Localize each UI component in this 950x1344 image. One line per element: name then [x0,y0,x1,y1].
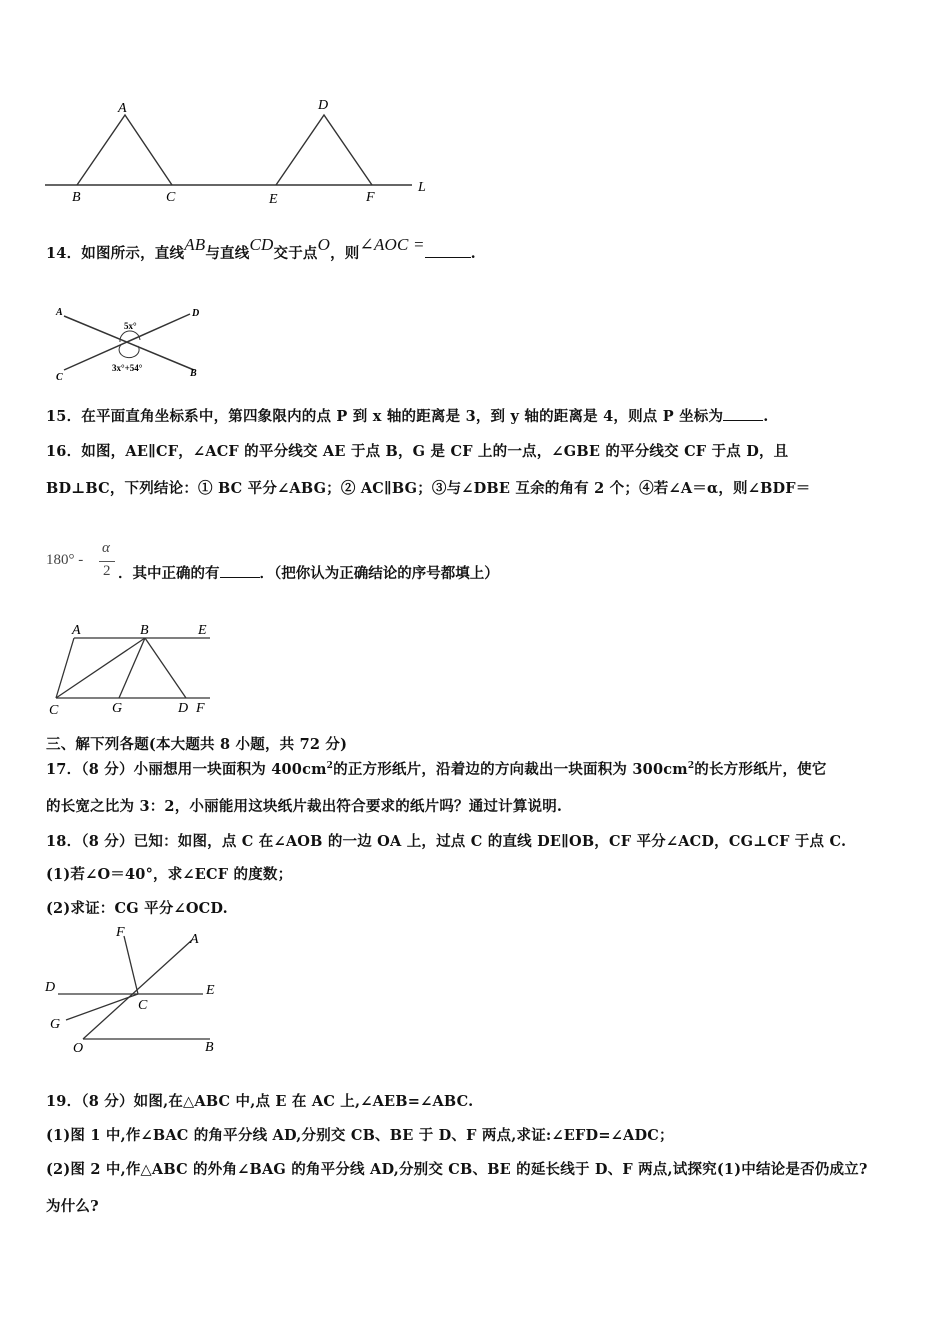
q16-expression [46,540,746,590]
label-d: D [318,98,329,113]
q16-line3 [118,562,499,583]
q14-math-o: O [317,235,331,254]
figure-q18 [40,922,240,1057]
label-c: C [166,190,176,205]
q16-answer-blank[interactable] [220,563,260,578]
q17-text1b: 的正方形纸片，沿着边的方向裁出一块面积为 300cm [333,761,688,778]
label-a: A [118,101,127,116]
ray-cg [66,994,138,1020]
label-c: C [56,372,63,382]
figure-triangles [40,95,440,210]
question-16-line2: BD⊥BC，下列结论：① BC 平分∠ABG；② AC∥BG；③与∠DBE 互余的角有 2 个；④若∠A＝α，则∠BDF＝ [46,480,811,497]
label-e: E [269,192,278,207]
question-15 [46,405,768,426]
q17-text1c: 的长方形纸片，使它 [694,761,827,778]
figure-q14 [52,302,212,382]
label-d: D [45,980,56,995]
label-o: O [73,1041,84,1056]
label-a: A [190,932,199,947]
segment-bd [145,638,186,698]
q17-sup2: 2 [687,761,695,772]
q16-line3-end: ．（把你认为正确结论的序号都填上） [259,565,499,582]
question-14 [46,235,476,263]
q14-math-ab: AB [184,235,206,254]
label-l: L [418,180,426,195]
label-b: B [190,368,197,379]
label-b: B [140,623,149,638]
label-e: E [206,983,215,998]
q17-text1: 17．（8 分）小丽想用一块面积为 400cm [46,761,327,778]
q16-expr-num: α [102,540,110,556]
label-f: F [116,925,125,940]
q14-text3: 交于点 [273,245,318,262]
label-e: E [198,623,207,638]
question-19-line3: (2)图 2 中,作△ABC 的外角∠BAG 的角平分线 AD,分别交 CB、BE 的延长线于 D、F 两点,试探究(1)中结论是否仍成立? [46,1161,868,1178]
ray-cf [124,936,138,994]
q15-answer-blank[interactable] [723,406,763,421]
label-f: F [196,701,205,716]
question-19-line4: 为什么? [46,1198,99,1215]
label-c: C [138,998,148,1013]
q15-end: . [763,408,769,425]
label-g: G [50,1017,61,1032]
question-17-line2: 的长宽之比为 3：2，小丽能用这块纸片裁出符合要求的纸片吗？通过计算说明. [46,798,563,815]
q15-text: 15．在平面直角坐标系中，第四象限内的点 P 到 x 轴的距离是 3，到 y 轴的距离是 4，则点 P 坐标为 [46,408,724,425]
question-16-line1: 16．如图，AE∥CF，∠ACF 的平分线交 AE 于点 B，G 是 CF 上的一点，∠GBE 的平分线交 CF 于点 D，且 [46,443,789,460]
figure-q16 [44,618,224,718]
q14-answer-blank[interactable] [425,243,471,258]
question-18-line1: 18．（8 分）已知：如图，点 C 在∠AOB 的一边 OA 上，过点 C 的直线 DE∥OB，CF 平分∠ACD，CG⊥CF 于点 C. [46,833,847,850]
label-c: C [49,703,59,718]
label-a: A [56,307,63,318]
question-19-line1: 19．（8 分）如图,在△ABC 中,点 E 在 AC 上,∠AEB=∠ABC. [46,1093,474,1110]
q14-math-aoc: ∠AOC = [359,235,425,254]
q14-end: . [470,245,476,262]
q14-text4: ，则 [330,245,360,262]
triangle-def [276,115,372,185]
label-d: D [178,701,189,716]
question-18-line3: (2)求证：CG 平分∠OCD. [46,900,228,917]
label-f: F [366,190,375,205]
label-b: B [72,190,81,205]
label-b: B [205,1040,214,1055]
segment-ac [56,638,74,698]
q16-frac-bar [99,561,115,562]
label-d: D [192,308,200,319]
q14-text1: 如图所示，直线 [81,245,185,262]
q14-math-cd: CD [249,235,274,254]
q14-text2: 与直线 [205,245,250,262]
section-3-heading: 三、解下列各题(本大题共 8 小题，共 72 分) [46,736,348,753]
question-17-line1 [46,758,827,779]
q16-line3-text: ．其中正确的有 [118,565,220,582]
question-18-line2: (1)若∠O＝40°，求∠ECF 的度数； [46,866,293,883]
q16-expr-a: 180° - [46,552,84,568]
angle-top-label: 5x° [124,321,137,331]
question-19-line2: (1)图 1 中,作∠BAC 的角平分线 AD,分别交 CB、BE 于 D、F 两点,求证:∠EFD=∠ADC； [46,1127,674,1144]
q16-expr-den: 2 [103,563,111,579]
label-a: A [72,623,81,638]
q14-num: 14． [46,245,82,262]
label-g: G [112,701,123,716]
triangle-abc [77,115,172,185]
q17-sup1: 2 [326,761,334,772]
angle-bottom-label: 3x°+54° [112,363,143,373]
